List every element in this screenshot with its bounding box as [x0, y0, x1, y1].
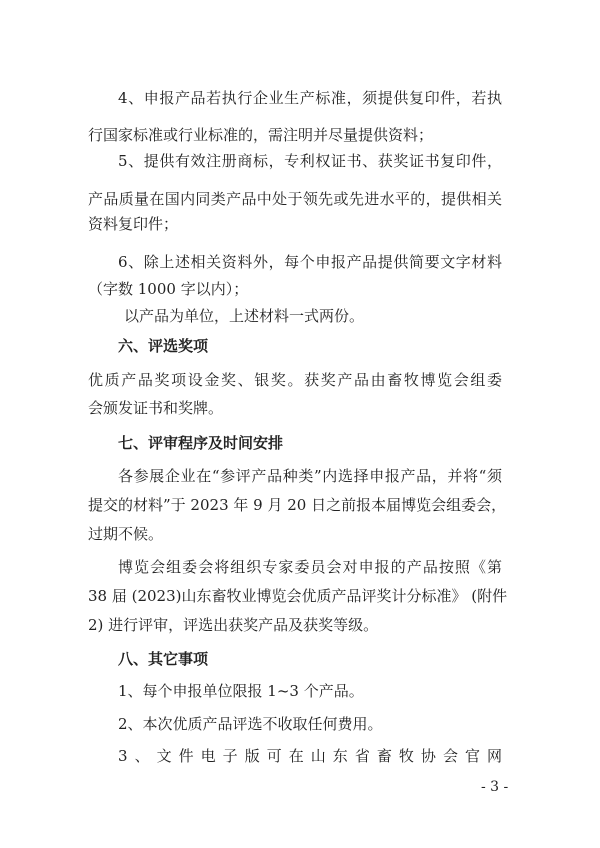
text-line: 博览会组委会将组织专家委员会对申报的产品按照《第: [118, 558, 502, 576]
section-heading: 八、其它事项: [118, 650, 209, 668]
section-heading: 六、评选奖项: [118, 337, 209, 355]
text-line: 资料复印件；: [88, 215, 179, 233]
text-line: 优质产品奖项设金奖、银奖。获奖产品由畜牧博览会组委: [88, 371, 502, 389]
page-number: - 3 -: [481, 779, 509, 795]
text-line: （字数 1000 字以内）；: [88, 280, 249, 298]
text-line: 各参展企业在“参评产品种类”内选择申报产品，并将“须: [118, 467, 502, 485]
text-line: 1、每个申报单位限报 1~3 个产品。: [118, 682, 364, 700]
text-line: 2) 进行评审，评选出获奖产品及获奖等级。: [88, 616, 379, 634]
text-line: 产品质量在国内同类产品中处于领先或先进水平的，提供相关: [88, 190, 502, 208]
text-line: 5、提供有效注册商标，专利权证书、获奖证书复印件，: [118, 152, 502, 170]
text-line: 会颁发证书和奖牌。: [88, 399, 224, 417]
text-line: 6、除上述相关资料外，每个申报产品提供简要文字材料: [118, 253, 502, 271]
text-line: 38 届 (2023)山东畜牧业博览会优质产品评奖计分标准》 (附件: [88, 587, 508, 605]
text-line: 行国家标准或行业标准的，需注明并尽量提供资料；: [88, 126, 434, 144]
text-line: 2、本次优质产品评选不收取任何费用。: [118, 715, 383, 733]
text-line: 3、文件电子版可在山东省畜牧协会官网: [118, 747, 502, 765]
text-line: 过期不候。: [88, 525, 164, 543]
text-line: 4、申报产品若执行企业生产标准，须提供复印件，若执: [118, 89, 502, 107]
text-line: 提交的材料”于 2023 年 9 月 20 日之前报本届博览会组委会，: [88, 496, 507, 514]
text-line: 以产品为单位，上述材料一式两份。: [124, 307, 365, 325]
section-heading: 七、评审程序及时间安排: [118, 434, 284, 452]
